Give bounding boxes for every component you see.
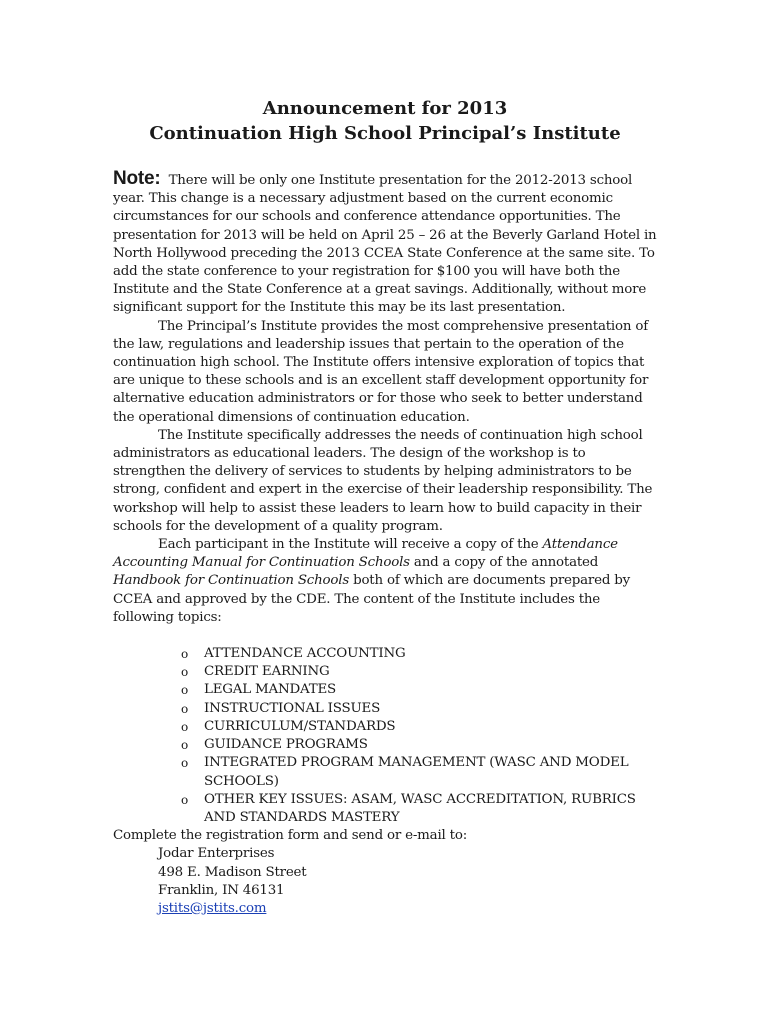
materials-text-3: both of which are documents prepared by CCEA and approved by the CDE. The content of the Institute includes the following topics: — [113, 573, 631, 625]
circle-bullet-icon: o — [181, 647, 189, 662]
list-item — [181, 736, 661, 754]
note-label: Note: — [113, 168, 161, 189]
topic-text: GUIDANCE PROGRAMS — [204, 737, 368, 753]
document-title — [0, 96, 770, 146]
email-link[interactable]: jstits@jstits.com — [158, 900, 267, 916]
list-item — [181, 754, 661, 790]
circle-bullet-icon: o — [181, 665, 189, 680]
note-text: There will be only one Institute presentation for the 2012-2013 school year. This change is a necessary adjustment based on the current economic circumstances for our schools and conference attendance opportunities. The presentation for 2013 will be held on April 25 – 26 at the Beverly Garland Hotel in North Hollywood preceding the 2013 CCEA State Conference at the same site. To add the state conference to your registration for $100 you will have both the Institute and the State Conference at a great savings. Additionally, without more significant support for the Institute this may be its last presentation. — [113, 173, 657, 316]
handbook-title: Handbook for Continuation Schools — [113, 573, 350, 589]
institute-purpose-paragraph: The Institute specifically addresses the needs of continuation high school administrators as educational leaders. The design of the workshop is to strengthen the delivery of services to students by helping administrators to be strong, confident and expert in the exercise of their leadership responsibility. The workshop will help to assist these leaders to learn how to build capacity in their schools for the development of a quality program. — [113, 427, 653, 534]
topic-text: ATTENDANCE ACCOUNTING — [204, 646, 406, 662]
address-city: Franklin, IN 46131 — [158, 882, 285, 898]
circle-bullet-icon: o — [181, 719, 189, 734]
circle-bullet-icon: o — [181, 683, 189, 698]
materials-paragraph — [113, 536, 661, 627]
list-item — [181, 718, 661, 736]
institute-description-paragraph: The Principal’s Institute provides the most comprehensive presentation of the law, regulations and leadership issues that pertain to the operation of the continuation high school. The Institute offers intensive exploration of topics that are unique to these schools and is an excellent staff development opportunity for alternative education administrators or for those who seek to better understand the operational dimensions of continuation education. — [113, 318, 649, 425]
list-item — [181, 681, 661, 699]
mailing-address — [113, 845, 661, 918]
topics-list — [113, 645, 661, 827]
circle-bullet-icon: o — [181, 756, 189, 771]
topic-text: LEGAL MANDATES — [204, 682, 337, 698]
list-item — [181, 700, 661, 718]
circle-bullet-icon: o — [181, 738, 189, 753]
topic-text: OTHER KEY ISSUES: ASAM, WASC ACCREDITATION, RUBRICS AND STANDARDS MASTERY — [204, 791, 636, 825]
topic-text: CURRICULUM/STANDARDS — [204, 718, 396, 734]
attendance-manual-title: Attendance Accounting Manual for Continuation Schools — [113, 537, 618, 571]
title-line-1: Announcement for 2013 — [262, 98, 508, 119]
materials-text-1: Each participant in the Institute will receive a copy of the — [158, 537, 543, 553]
topic-text: CREDIT EARNING — [204, 664, 330, 680]
note-paragraph — [113, 170, 661, 318]
title-line-2: Continuation High School Principal’s Institute — [149, 123, 621, 144]
materials-text-2: and a copy of the annotated — [409, 555, 599, 571]
circle-bullet-icon: o — [181, 792, 189, 807]
document-body — [113, 170, 661, 918]
topic-text: INSTRUCTIONAL ISSUES — [204, 700, 381, 716]
address-street: 498 E. Madison Street — [158, 864, 307, 880]
list-item — [181, 791, 661, 827]
topic-text: INTEGRATED PROGRAM MANAGEMENT (WASC AND MODEL SCHOOLS) — [204, 755, 629, 789]
list-item — [181, 663, 661, 681]
circle-bullet-icon: o — [181, 701, 189, 716]
registration-instructions: Complete the registration form and send or e-mail to: — [113, 828, 468, 844]
list-item — [181, 645, 661, 663]
address-company: Jodar Enterprises — [158, 846, 275, 862]
